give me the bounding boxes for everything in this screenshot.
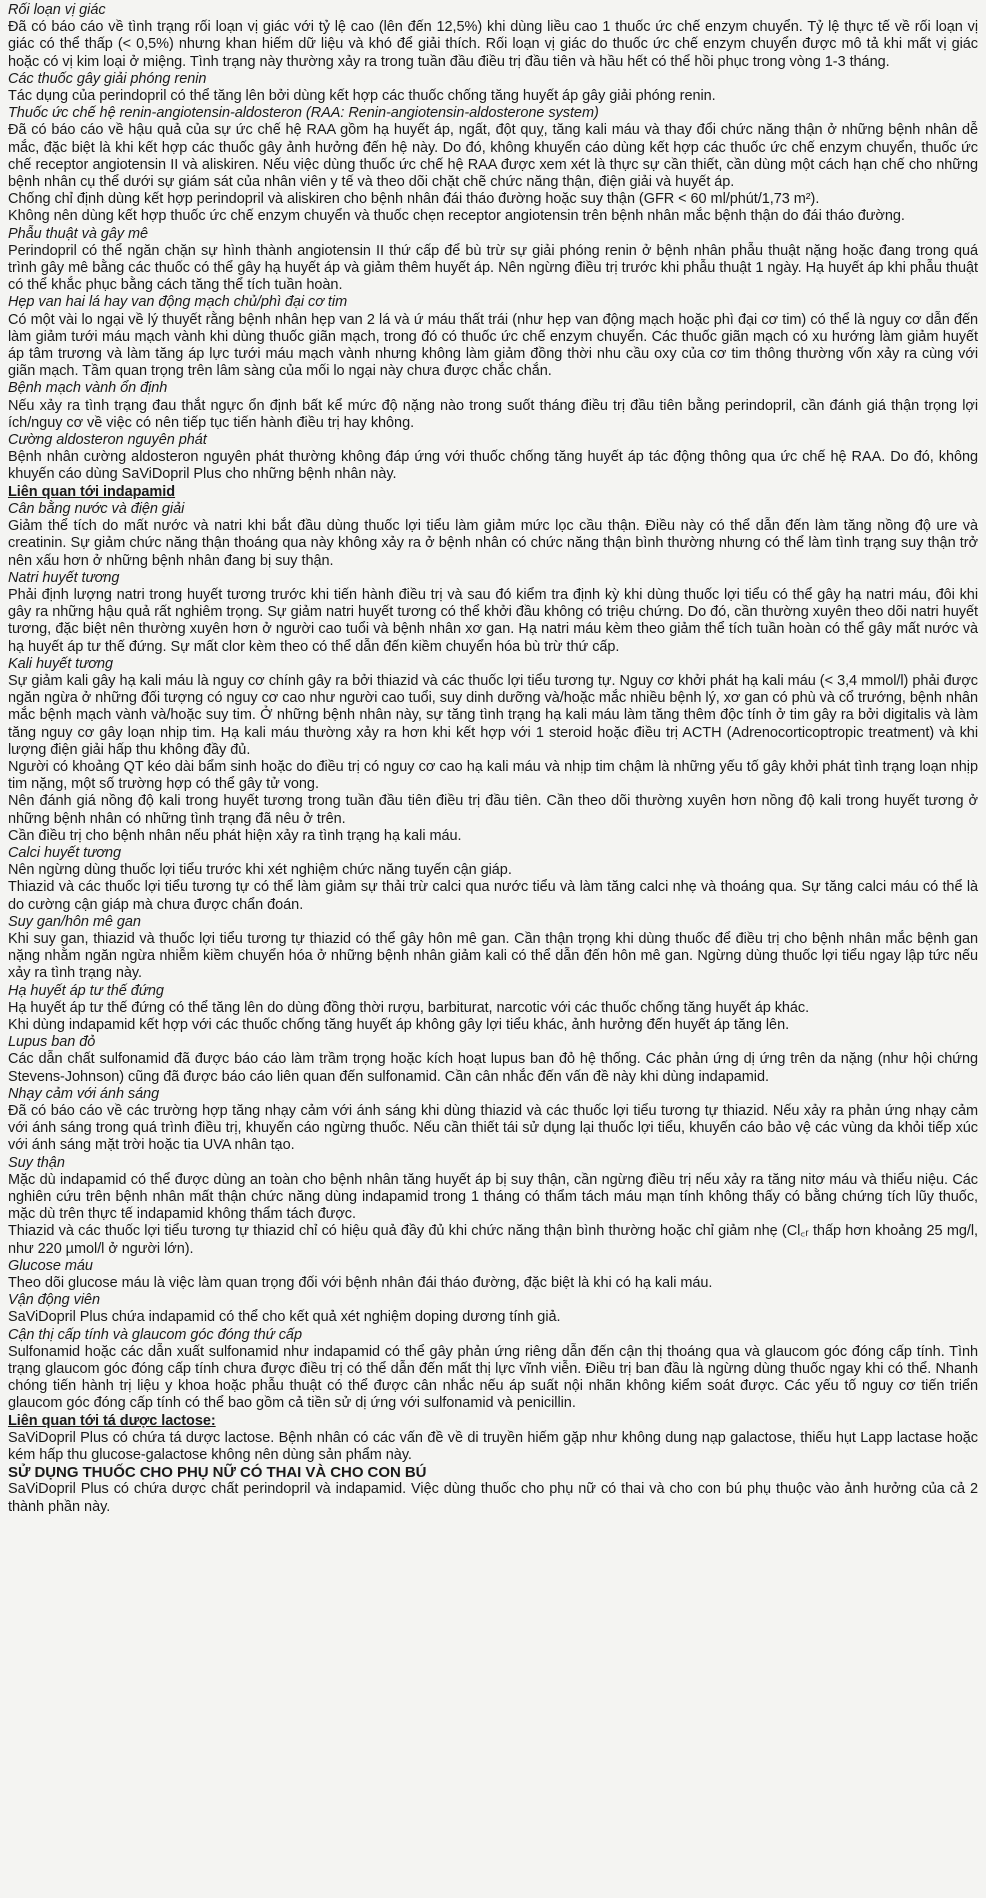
section-title: Liên quan tới indapamid bbox=[8, 483, 176, 500]
paragraph: Thiazid và các thuốc lợi tiểu tương tự thiazid chỉ có hiệu quả đầy đủ khi chức năng thận bình thường hoặc chỉ giảm nhẹ (Cl꜀ᵣ thấp hơn khoảng 25 mg/l, như 220 µmol/l ở người lớn). bbox=[8, 1223, 978, 1257]
section-heading: Bệnh mạch vành ổn định bbox=[8, 380, 168, 397]
paragraph: Thiazid và các thuốc lợi tiểu tương tự có thể làm giảm sự thải trừ calci qua nước tiểu và làm tăng calci nhẹ và thoáng qua. Sự tăng calci máu có thể là do cường cận giáp mà chưa được chẩn đoán. bbox=[8, 879, 978, 913]
section-heading: Các thuốc gây giải phóng renin bbox=[8, 70, 207, 87]
section-heading: Lupus ban đỏ bbox=[8, 1034, 96, 1051]
paragraph: SaViDopril Plus có chứa tá dược lactose. Bệnh nhân có các vấn đề về di truyền hiếm gặp như không dung nạp galactose, thiếu hụt Lapp lactase hoặc kém hấp thu glucose-galactose không nên dùng sản phẩm này. bbox=[8, 1429, 978, 1464]
paragraph: Đã có báo cáo về hậu quả của sự ức chế hệ RAA gồm hạ huyết áp, ngất, đột quỵ, tăng kali máu và thay đổi chức năng thận ở những bệnh nhân dễ mắc, đặc biệt là khi kết hợp các thuốc gây ảnh hưởng đến hệ này. Do đó, không khuyến cáo dùng kết hợp các thuốc ức chế enzym chuyển, thuốc ức chế receptor angiotensin II và aliskiren. Nếu việc dùng thuốc ức chế hệ RAA được xem xét là thực sự cần thiết, cần dùng một cách hạn chế cho những bệnh nhân cụ thể dưới sự giám sát của nhân viên y tế và theo dõi chặt chẽ chức năng thận, điện giải và huyết áp. bbox=[8, 122, 978, 191]
paragraph: Không nên dùng kết hợp thuốc ức chế enzym chuyển và thuốc chẹn receptor angiotensin trên bệnh nhân mắc bệnh thận do đái tháo đường. bbox=[8, 208, 905, 225]
section-heading: Suy thận bbox=[8, 1154, 65, 1171]
section-heading: Vận động viên bbox=[8, 1292, 101, 1309]
paragraph: Sự giảm kali gây hạ kali máu là nguy cơ chính gây ra bởi thiazid và các thuốc lợi tiểu tương tự. Nguy cơ khởi phát hạ kali máu (< 3,4 mmol/l) phải được ngăn ngừa ở những đối tượng có nguy cơ cao như người cao tuổi, suy dinh dưỡng và/hoặc mắc nhiều bệnh lý, xơ gan có phù và cổ trướng, bệnh nhân mắc bệnh mạch vành và/hoặc suy tim. Ở những bệnh nhân này, sự tăng tình trạng hạ kali máu làm tăng thêm độc tính ở tim gây ra bởi digitalis và làm tăng nguy cơ gây loạn nhịp tim. Hạ kali máu thường xảy ra hơn khi kết hợp với 1 steroid hoặc điều trị ACTH (Adrenocorticoptropic treatment) và khi lượng điện giải hấp thu không đầy đủ. bbox=[8, 672, 978, 758]
paragraph: Perindopril có thể ngăn chặn sự hình thành angiotensin II thứ cấp để bù trừ sự giải phóng renin ở bệnh nhân phẫu thuật nặng hoặc đang trong quá trình gây mê bằng các thuốc có thể gây hạ huyết áp và giảm thêm huyết áp. Nên ngừng điều trị trước khi phẫu thuật 1 ngày. Hạ huyết áp khi phẫu thuật có thể khắc phục bằng cách tăng thể tích tuần hoàn. bbox=[8, 242, 978, 294]
section-heading: Calci huyết tương bbox=[8, 844, 122, 861]
paragraph: Khi suy gan, thiazid và thuốc lợi tiểu tương tự thiazid có thể gây hôn mê gan. Cần thận trọng khi dùng thuốc để điều trị cho bệnh nhân mắc bệnh gan nặng nhằm ngăn ngừa nhiễm kiềm chuyển hóa ở những bệnh nhân giảm kali có thể dẫn đến hôn mê gan. Ngừng dùng thuốc lợi tiểu ngay lập tức nếu xảy ra tình trạng này. bbox=[8, 930, 978, 982]
paragraph: Hạ huyết áp tư thế đứng có thể tăng lên do dùng đồng thời rượu, barbiturat, narcotic với các thuốc chống tăng huyết áp khác. bbox=[8, 999, 810, 1016]
paragraph: Nên đánh giá nồng độ kali trong huyết tương trong tuần đầu tiên điều trị đầu tiên. Cần theo dõi thường xuyên hơn nồng độ kali trong huyết tương ở những bệnh nhân có những tình trạng đã nêu ở trên. bbox=[8, 793, 978, 827]
section-heading: Hẹp van hai lá hay van động mạch chủ/phì đại cơ tim bbox=[8, 294, 348, 311]
section-title: Liên quan tới tá dược lactose: bbox=[8, 1412, 216, 1429]
section-heading: Hạ huyết áp tư thế đứng bbox=[8, 982, 164, 999]
section-heading: Suy gan/hôn mê gan bbox=[8, 913, 141, 930]
paragraph: Cần điều trị cho bệnh nhân nếu phát hiện xảy ra tình trạng hạ kali máu. bbox=[8, 827, 462, 844]
paragraph: Nên ngừng dùng thuốc lợi tiểu trước khi xét nghiệm chức năng tuyến cận giáp. bbox=[8, 862, 512, 879]
paragraph: SaViDopril Plus chứa indapamid có thể cho kết quả xét nghiệm doping dương tính giả. bbox=[8, 1309, 561, 1326]
section-heading: Rối loạn vị giác bbox=[8, 2, 106, 18]
section-heading: Nhạy cảm với ánh sáng bbox=[8, 1085, 160, 1102]
section-heading: Kali huyết tương bbox=[8, 655, 114, 672]
paragraph: Đã có báo cáo về các trường hợp tăng nhạy cảm với ánh sáng khi dùng thiazid và các thuốc lợi tiểu tương tự thiazid. Nếu xảy ra phản ứng nhạy cảm với ánh sáng trong quá trình điều trị, khuyến cáo ngừng thuốc. Nếu cần thiết tái sử dụng lại thuốc lợi tiểu, khuyến cáo bảo vệ các vùng da khỏi tiếp xúc với ánh sáng mặt trời hoặc tia UVA nhân tạo. bbox=[8, 1103, 978, 1154]
paragraph: Chống chỉ định dùng kết hợp perindopril và aliskiren cho bệnh nhân đái tháo đường hoặc suy thận (GFR < 60 ml/phút/1,73 m²). bbox=[8, 191, 820, 208]
section-heading: Thuốc ức chế hệ renin-angiotensin-aldosteron (RAA: Renin-angiotensin-aldosterone system) bbox=[8, 105, 599, 122]
paragraph: Các dẫn chất sulfonamid đã được báo cáo làm trầm trọng hoặc kích hoạt lupus ban đỏ hệ thống. Các phản ứng dị ứng trên da nặng (như hội chứng Stevens-Johnson) cũng đã được báo cáo liên quan đến sulfonamid. Cần cân nhắc đến vấn đề này khi dùng indapamid. bbox=[8, 1051, 978, 1085]
paragraph: Theo dõi glucose máu là việc làm quan trọng đối với bệnh nhân đái tháo đường, đặc biệt là khi có hạ kali máu. bbox=[8, 1275, 713, 1292]
paragraph: Phải định lượng natri trong huyết tương trước khi tiến hành điều trị và sau đó kiểm tra định kỳ khi dùng thuốc lợi tiểu có thể gây hạ natri máu, đôi khi gây ra những hậu quả rất nghiêm trọng. Sự giảm natri huyết tương có thể khởi đầu không có triệu chứng. Do đó, cần thường xuyên theo dõi natri huyết tương, đặc biệt nên thường xuyên hơn ở người cao tuổi và bệnh nhân xơ gan. Hạ natri máu kèm theo giảm thể tích tuần hoàn có thể gây mất nước và hạ huyết áp tư thế đứng. Sự mất clor kèm theo có thể dẫn đến kiềm chuyển hóa bù trừ thứ cấp. bbox=[8, 586, 978, 655]
section-heading: Glucose máu bbox=[8, 1257, 93, 1274]
chapter-title: SỬ DỤNG THUỐC CHO PHỤ NỮ CÓ THAI VÀ CHO CON BÚ bbox=[8, 1464, 427, 1482]
section-heading: Cân bằng nước và điện giải bbox=[8, 500, 185, 517]
paragraph: Nếu xảy ra tình trạng đau thắt ngực ổn định bất kể mức độ nặng nào trong suốt tháng điều trị đầu tiên bằng perindopril, cần đánh giá thận trọng lợi ích/nguy cơ về việc có nên tiếp tục tiến hành điều trị hay không. bbox=[8, 397, 978, 431]
paragraph: Tác dụng của perindopril có thể tăng lên bởi dùng kết hợp các thuốc chống tăng huyết áp gây giải phóng renin. bbox=[8, 88, 716, 105]
section-heading: Cường aldosteron nguyên phát bbox=[8, 432, 207, 449]
paragraph: Sulfonamid hoặc các dẫn xuất sulfonamid như indapamid có thể gây phản ứng riêng dẫn đến cận thị thoáng qua và glaucom góc đóng cấp tính. Tình trạng glaucom góc đóng cấp tính chưa được điều trị có thể dẫn đến mất thị lực vĩnh viễn. Điều trị ban đầu là ngừng dùng thuốc ngay khi có thể. Nhanh chóng tiến hành trị liệu y khoa hoặc phẫu thuật có thể được cân nhắc nếu áp suất nội nhãn không kiểm soát được. Các yếu tố nguy cơ tiến triển glaucom góc đóng cấp tính có thể bao gồm cả tiền sử dị ứng với sulfonamid và penicillin. bbox=[8, 1343, 978, 1412]
paragraph: SaViDopril Plus có chứa dược chất perindopril và indapamid. Việc dùng thuốc cho phụ nữ có thai và cho con bú phụ thuộc vào ảnh hưởng của cả 2 thành phần này. bbox=[8, 1481, 978, 1515]
paragraph: Đã có báo cáo về tình trạng rối loạn vị giác với tỷ lệ cao (lên đến 12,5%) khi dùng liều cao 1 thuốc ức chế enzym chuyển. Tỷ lệ thực tế về rối loạn vị giác có thể thấp (< 0,5%) nhưng khan hiếm dữ liệu và khó để giải thích. Rối loạn vị giác do thuốc ức chế enzym chuyển được mô tả khi mất vị giác hoặc có vị kim loại ở miệng. Tình trạng này thường xảy ra trong tuần đầu điều trị đầu tiên và hầu hết có thể hồi phục trong vòng 1-3 tháng. bbox=[8, 19, 978, 70]
paragraph: Khi dùng indapamid kết hợp với các thuốc chống tăng huyết áp không gây lợi tiểu khác, ảnh hưởng đến huyết áp tăng lên. bbox=[8, 1016, 790, 1033]
paragraph: Giảm thể tích do mất nước và natri khi bắt đầu dùng thuốc lợi tiểu làm giảm mức lọc cầu thận. Điều này có thể dẫn đến làm tăng nồng độ ure và creatinin. Sự giảm chức năng thận thoáng qua này không xảy ra ở bệnh nhân có chức năng thận bình thường nhưng có thể làm tình trạng suy thận trở nên xấu hơn ở những bệnh nhân đang bị suy thận. bbox=[8, 518, 978, 569]
paragraph: Bệnh nhân cường aldosteron nguyên phát thường không đáp ứng với thuốc chống tăng huyết áp tác động thông qua ức chế hệ RAA. Do đó, không khuyến cáo dùng SaViDopril Plus cho những bệnh nhân này. bbox=[8, 449, 978, 483]
section-heading: Cận thị cấp tính và glaucom góc đóng thứ cấp bbox=[8, 1326, 302, 1343]
paragraph: Người có khoảng QT kéo dài bẩm sinh hoặc do điều trị có nguy cơ cao hạ kali máu và nhịp tim chậm là những yếu tố gây khởi phát tình trạng loạn nhịp tim nặng, một số trường hợp có thể gây tử vong. bbox=[8, 758, 978, 793]
paragraph: Có một vài lo ngại về lý thuyết rằng bệnh nhân hẹp van 2 lá và ứ máu thất trái (như hẹp van động mạch hoặc phì đại cơ tim) có thể là nguy cơ dẫn đến làm giảm tưới máu mạch vành khi dùng thuốc giãn mạch, trong đó có thuốc ức chế enzym chuyển. Các thuốc giãn mạch có xu hướng làm giảm huyết áp tâm trương và làm tăng áp lực tưới máu mạch vành nhưng không làm giảm đồng thời nhu cầu oxy của cơ tim thông thường vốn xảy ra cùng với giãn mạch. Tầm quan trọng trên lâm sàng của mối lo ngại này chưa được chắc chắn. bbox=[8, 311, 978, 380]
section-heading: Natri huyết tương bbox=[8, 569, 120, 586]
section-heading: Phẫu thuật và gây mê bbox=[8, 225, 149, 242]
paragraph: Mặc dù indapamid có thể được dùng an toàn cho bệnh nhân tăng huyết áp bị suy thận, cần ngừng điều trị nếu xảy ra tăng nitơ máu và thiểu niệu. Các nghiên cứu trên bệnh nhân mất thận chức năng dùng indapamid trong 1 tháng có thẩm tách máu mạn tính không thấy có bằng chứng tích lũy thuốc, mặc dù trên thực tế indapamid không thẩm tách được. bbox=[8, 1171, 978, 1223]
